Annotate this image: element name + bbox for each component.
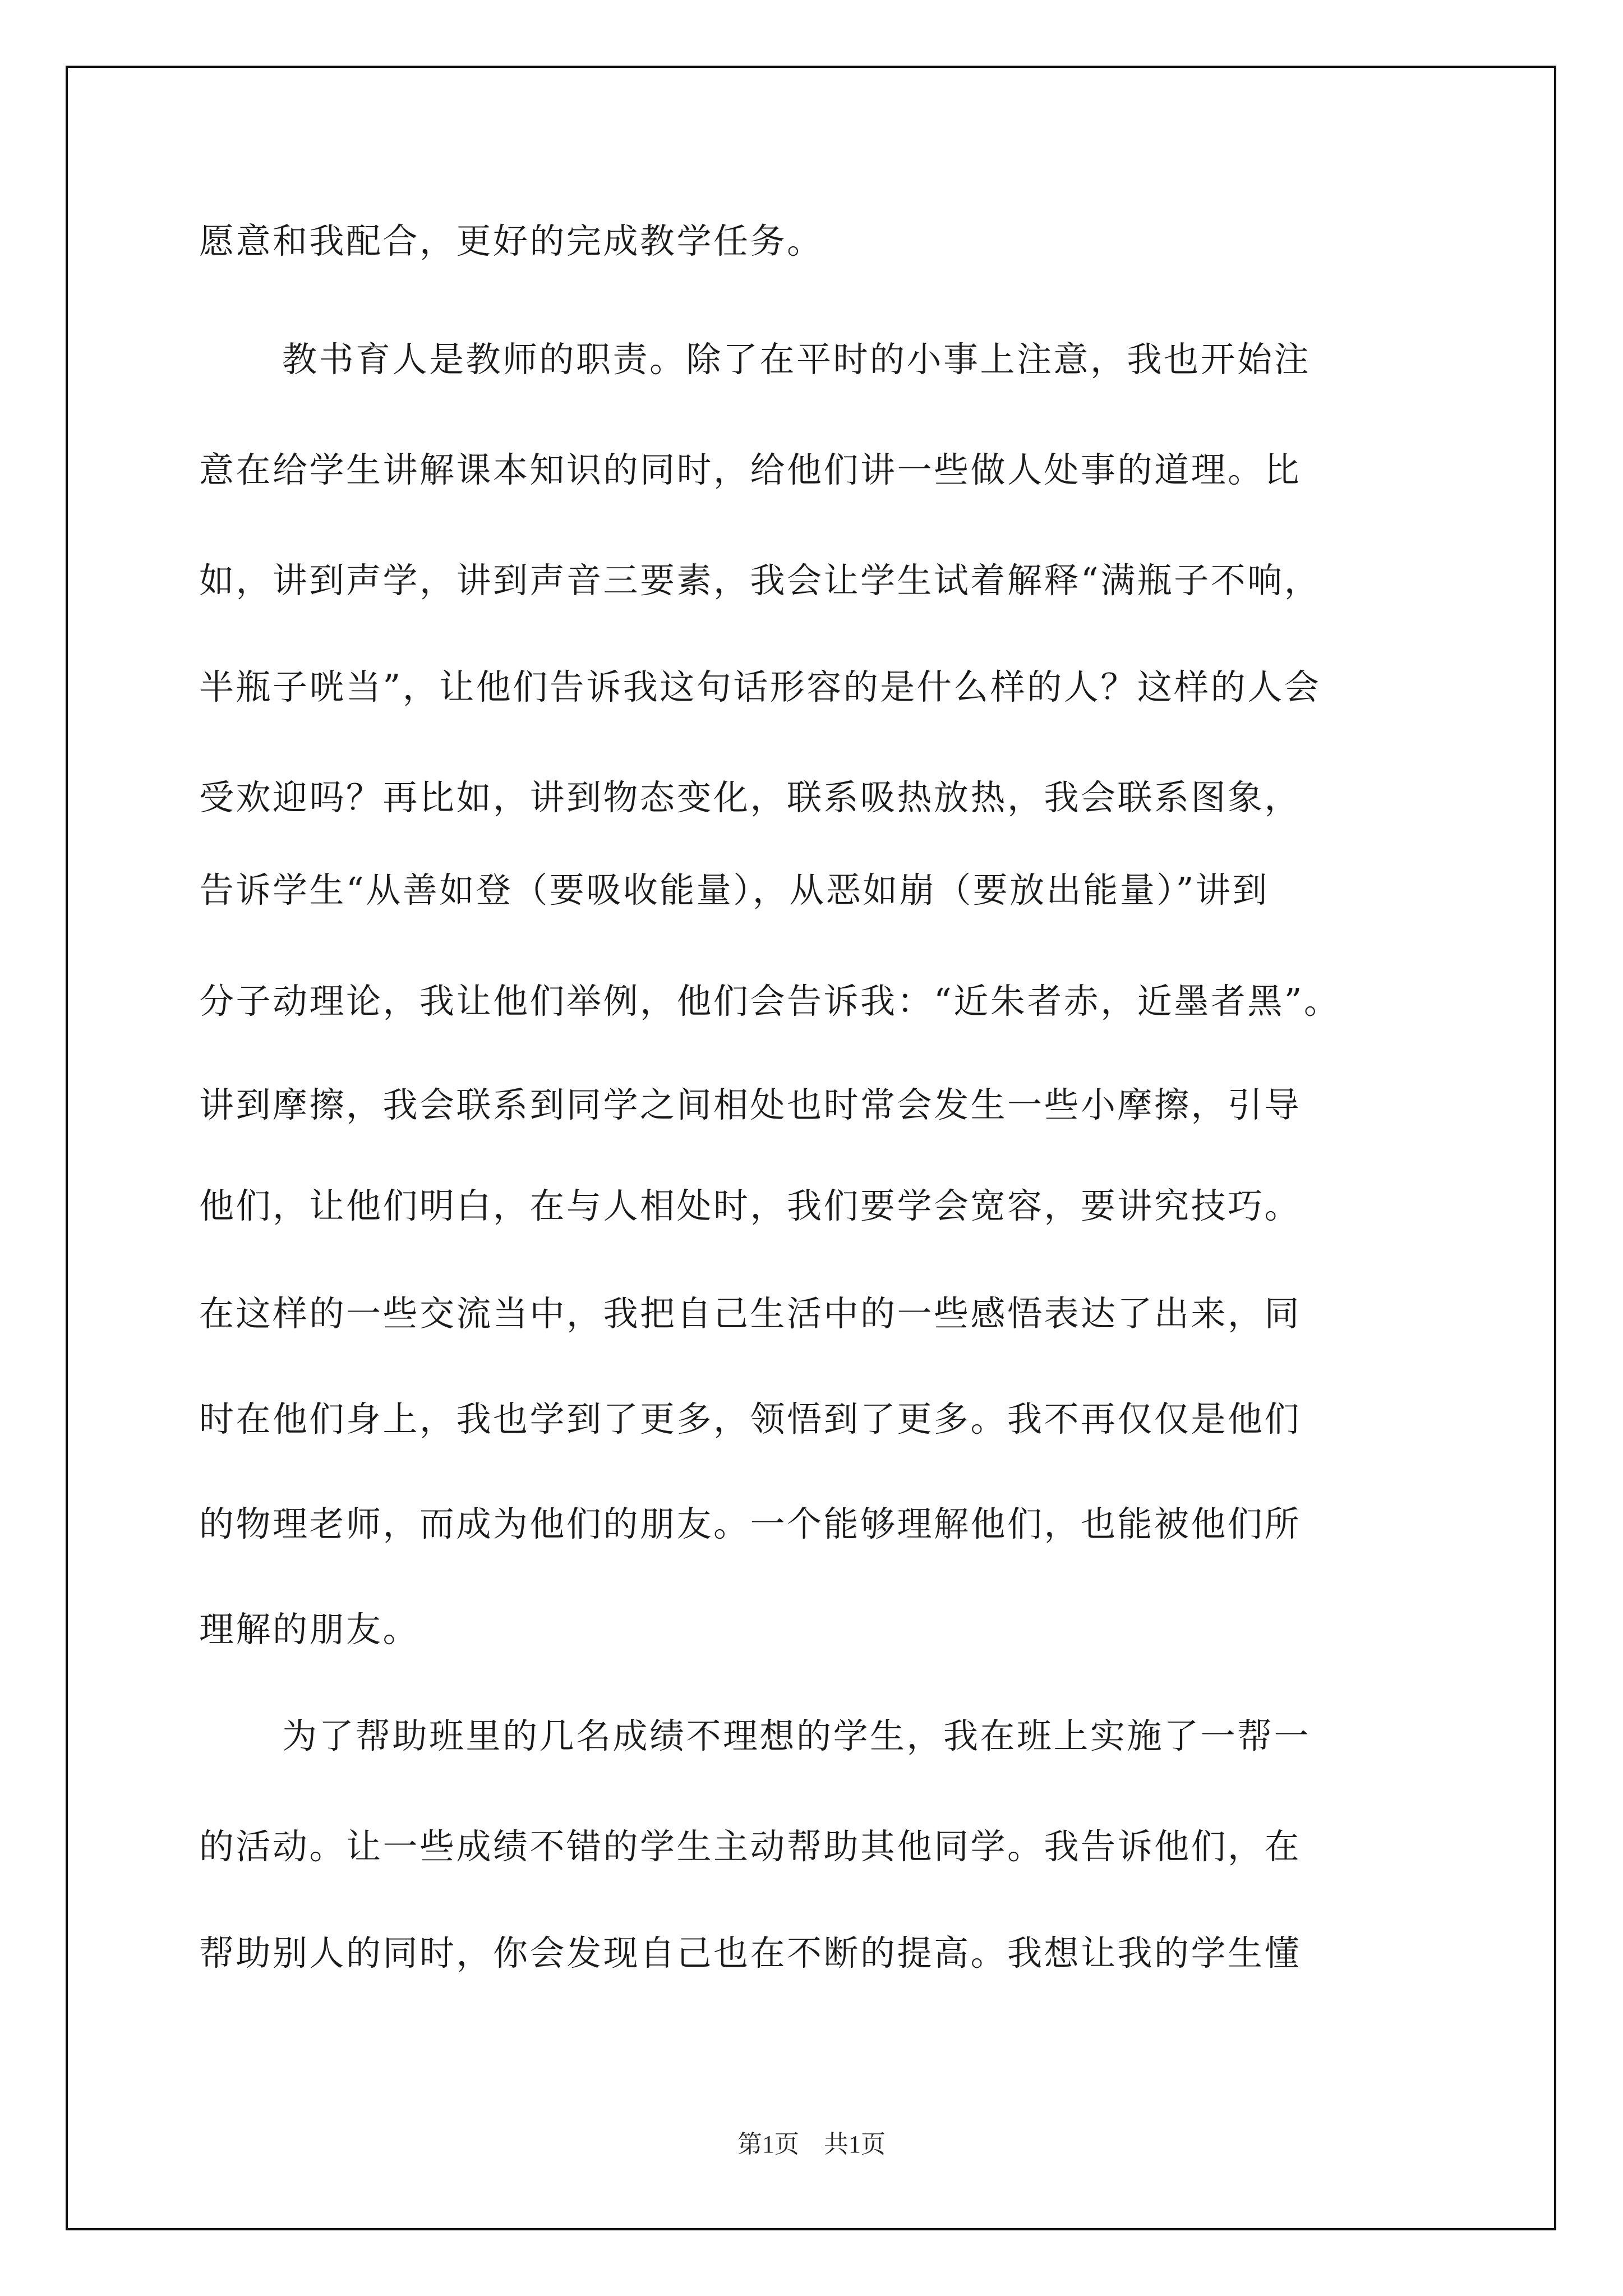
text-line: 愿意和我配合，更好的完成教学任务。 — [199, 220, 824, 261]
text-line: 意在给学生讲解课本知识的同时，给他们讲一些做人处事的道理。比 — [199, 449, 1302, 490]
text-line: 的活动。让一些成绩不错的学生主动帮助其他同学。我告诉他们，在 — [199, 1826, 1302, 1867]
text-line: 受欢迎吗？再比如，讲到物态变化，联系吸热放热，我会联系图象， — [199, 777, 1302, 818]
text-line: 如，讲到声学，讲到声音三要素，我会让学生试着解释“满瓶子不响， — [199, 560, 1321, 601]
text-line: 时在他们身上，我也学到了更多，领悟到了更多。我不再仅仅是他们 — [199, 1398, 1302, 1439]
page-number-footer: 第1页 共1页 — [737, 2131, 886, 2158]
text-line: 理解的朋友。 — [199, 1609, 420, 1650]
paragraph-start-line: 为了帮助班里的几名成绩不理想的学生，我在班上实施了一帮一 — [282, 1715, 1311, 1756]
page-border — [66, 66, 1556, 2230]
text-line: 告诉学生“从善如登（要吸收能量），从恶如崩（要放出能量）”讲到 — [199, 869, 1269, 910]
text-line: 他们，让他们明白，在与人相处时，我们要学会宽容，要讲究技巧。 — [199, 1185, 1302, 1226]
paragraph-start-line: 教书育人是教师的职责。除了在平时的小事上注意，我也开始注 — [282, 339, 1311, 380]
text-line: 的物理老师，而成为他们的朋友。一个能够理解他们，也能被他们所 — [199, 1503, 1302, 1544]
text-line: 在这样的一些交流当中，我把自己生活中的一些感悟表达了出来，同 — [199, 1293, 1302, 1334]
text-line: 帮助别人的同时，你会发现自己也在不断的提高。我想让我的学生懂 — [199, 1932, 1302, 1973]
text-line: 讲到摩擦，我会联系到同学之间相处也时常会发生一些小摩擦，引导 — [199, 1084, 1302, 1125]
text-line: 分子动理论，我让他们举例，他们会告诉我：“近朱者赤，近墨者黑”。 — [199, 981, 1341, 1022]
text-line: 半瓶子咣当”，让他们告诉我这句话形容的是什么样的人？这样的人会 — [199, 666, 1321, 707]
